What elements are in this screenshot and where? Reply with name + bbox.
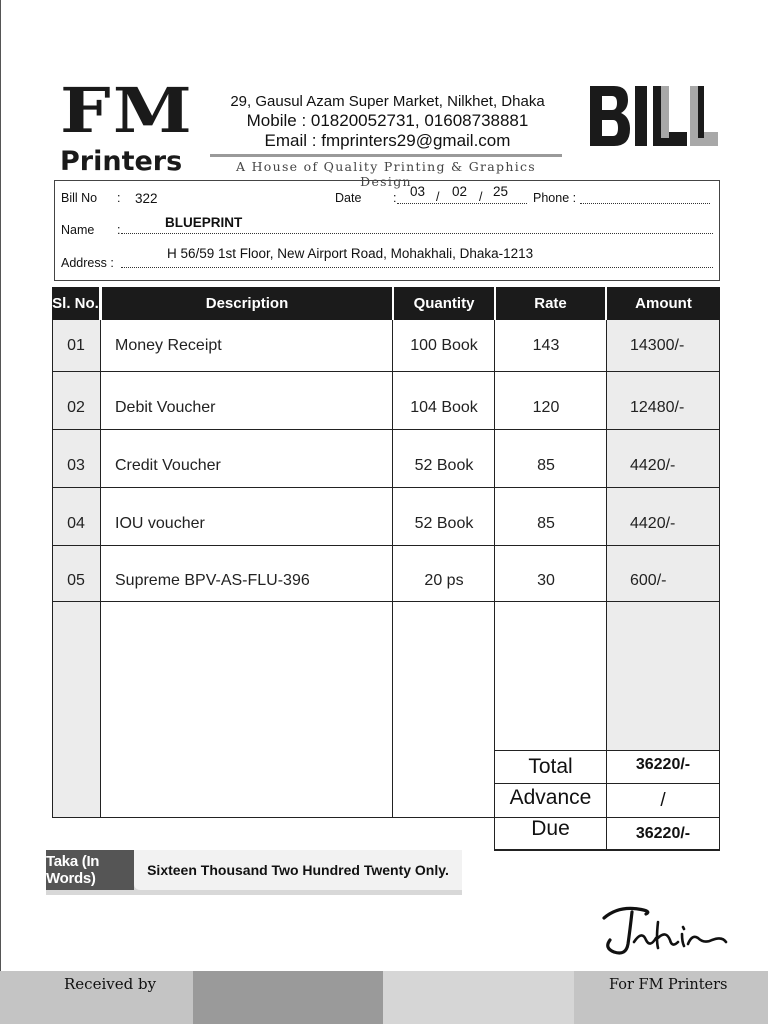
row-5-sl: 05 [67, 572, 85, 589]
logo-printers: Printers [60, 146, 183, 177]
row-1-sl: 01 [67, 337, 85, 354]
row-2-rate: 120 [532, 399, 560, 416]
row-1-rate: 143 [532, 337, 560, 354]
grid-vline [100, 320, 101, 817]
header-sl-no: Sl. No. [52, 287, 99, 320]
date-year[interactable]: 25 [493, 184, 509, 199]
row-1-quantity: 100 Book [410, 337, 478, 354]
company-email: Email : fmprinters29@gmail.com [264, 131, 511, 150]
phone-label: Phone : [533, 191, 577, 205]
phone-field[interactable] [580, 203, 710, 204]
date-sep-2: / [479, 190, 483, 204]
row-2-sl: 02 [67, 399, 85, 416]
signature-jahir [598, 900, 733, 962]
logo-fm: FM [60, 74, 195, 147]
row-4-description: IOU voucher [115, 515, 205, 532]
footer-mid-block [193, 971, 383, 1024]
row-3-description: Credit Voucher [115, 457, 221, 474]
name-label: Name [61, 223, 95, 237]
for-fm-printers-label: For FM Printers [609, 977, 728, 993]
grid-hline [52, 371, 720, 372]
row-3-sl: 03 [67, 457, 85, 474]
bill-title-mark [588, 83, 720, 149]
bill-letter-b [590, 86, 630, 146]
bill-no-value[interactable]: 322 [135, 191, 158, 206]
date-month[interactable]: 02 [452, 184, 468, 199]
grid-vline [719, 320, 720, 850]
grid-hline [494, 849, 720, 851]
row-3-quantity: 52 Book [414, 457, 474, 474]
total-label: Total [528, 755, 573, 778]
taka-in-words-value: Sixteen Thousand Two Hundred Twenty Only. [134, 850, 462, 890]
row-1-amount: 14300/- [630, 337, 685, 354]
date-colon: : [393, 191, 397, 205]
row-4-rate: 85 [537, 515, 555, 532]
row-1-description: Money Receipt [115, 337, 222, 354]
header-quantity: Quantity [394, 287, 494, 320]
due-label: Due [531, 817, 570, 840]
row-2-quantity: 104 Book [410, 399, 478, 416]
bill-letter-l2 [690, 86, 718, 146]
row-4-amount: 4420/- [630, 515, 676, 532]
company-tagline: A House of Quality Printing & Graphics Design [210, 154, 562, 189]
footer-light-block [383, 971, 574, 1024]
bill-no-colon: : [117, 191, 121, 205]
address-label: Address : [61, 256, 114, 270]
bill-no-label: Bill No [61, 191, 98, 205]
name-dotline [121, 233, 713, 234]
due-value: 36220/- [635, 825, 691, 842]
row-5-rate: 30 [537, 572, 555, 589]
date-day[interactable]: 03 [410, 184, 426, 199]
address-dotline [121, 267, 713, 268]
footer-company-cell [574, 971, 768, 1024]
row-3-rate: 85 [537, 457, 555, 474]
received-by-label: Received by [64, 975, 157, 993]
address-value[interactable]: H 56/59 1st Floor, New Airport Road, Mohakhali, Dhaka-1213 [167, 246, 534, 261]
name-colon: : [117, 223, 121, 237]
date-sep-1: / [436, 190, 440, 204]
row-2-amount: 12480/- [630, 399, 685, 416]
row-4-sl: 04 [67, 515, 85, 532]
footer-received-by-cell [0, 971, 193, 1024]
total-value: 36220/- [635, 756, 691, 773]
bill-info-box [54, 180, 720, 281]
header-description: Description [102, 287, 392, 320]
header-rate: Rate [496, 287, 605, 320]
company-mobile: Mobile : 01820052731, 01608738881 [246, 111, 529, 130]
date-dotline [397, 203, 527, 204]
advance-label: Advance [509, 786, 592, 809]
bill-letter-l1 [653, 86, 687, 146]
row-5-amount: 600/- [630, 572, 667, 589]
company-address: 29, Gausul Azam Super Market, Nilkhet, Dhaka [230, 93, 545, 110]
bill-letter-i [635, 86, 647, 146]
row-5-quantity: 20 ps [424, 572, 464, 589]
row-2-description: Debit Voucher [115, 399, 216, 416]
grid-vline [392, 320, 393, 817]
header-amount: Amount [607, 287, 720, 320]
date-label: Date [335, 191, 362, 205]
row-5-description: Supreme BPV-AS-FLU-396 [115, 572, 310, 589]
row-3-amount: 4420/- [630, 457, 676, 474]
row-4-quantity: 52 Book [414, 515, 474, 532]
advance-value: / [660, 790, 666, 811]
name-value[interactable]: BLUEPRINT [165, 215, 243, 230]
grid-hline [52, 817, 720, 818]
taka-in-words-label: Taka (In Words) [46, 850, 134, 890]
